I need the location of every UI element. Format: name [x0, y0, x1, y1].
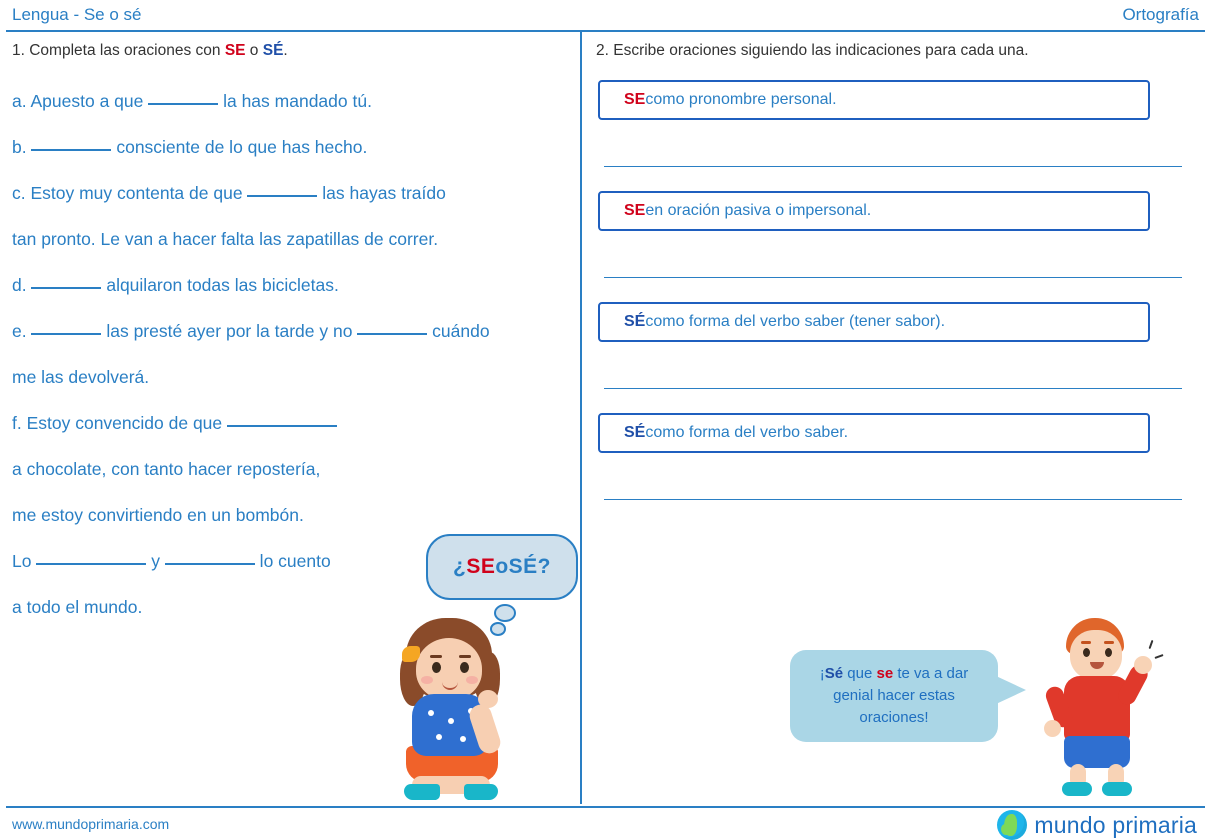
prompt-box-4: [598, 413, 1150, 453]
prompt-group-1: [594, 80, 1194, 167]
prompt-box-2: [598, 191, 1150, 231]
girl-eyebrow-left: [430, 655, 442, 658]
answer-blank[interactable]: [357, 333, 427, 335]
bubble2-p2: que: [843, 665, 877, 682]
bubble-o: o: [495, 555, 509, 578]
girl-eye-left: [432, 662, 441, 673]
sentence-b: [12, 124, 572, 170]
answer-blank[interactable]: [148, 103, 218, 105]
boy-eyebrow-left: [1081, 641, 1091, 644]
sentence-d-text-2: alquilaron todas las bicicletas.: [101, 275, 339, 295]
bubble2-p3: te va a dar genial hacer estas oraciones!: [833, 665, 969, 726]
sentence-a-text-1: a. Apuesto a que: [12, 91, 149, 111]
boy-face: [1070, 630, 1122, 680]
boy-hand-side: [1044, 720, 1061, 737]
exercise-1-instruction-end: .: [283, 42, 288, 59]
sentence-e-text-3: cuándo: [427, 321, 490, 341]
thought-bubble-left: [426, 534, 578, 600]
bubble2-p1: ¡: [819, 665, 825, 682]
answer-line-3[interactable]: [604, 388, 1182, 389]
girl-shirt-dot: [436, 734, 442, 740]
boy-eyebrow-right: [1104, 641, 1114, 644]
boy-shoe-right: [1102, 782, 1132, 796]
boy-motion-line: [1154, 654, 1163, 659]
bubble-sa: SÉ: [508, 555, 538, 578]
sentence-e-cont: me las devolverá.: [12, 367, 150, 387]
sentence-b-text-2: consciente de lo que has hecho.: [111, 137, 368, 157]
exercise-2-column: [594, 42, 1194, 524]
prompt-2-text: en oración pasiva o impersonal.: [645, 202, 872, 219]
prompt-3-keyword: SÉ: [624, 313, 646, 330]
sentence-f: [12, 400, 572, 446]
bubble2-se: se: [876, 665, 894, 682]
speech-bubble-right: [790, 650, 998, 742]
exercise-1-instruction-se: SE: [224, 42, 246, 59]
answer-line-2[interactable]: [604, 277, 1182, 278]
answer-line-4[interactable]: [604, 499, 1182, 500]
girl-face: [416, 638, 482, 700]
prompt-4-text: como forma del verbo saber.: [645, 424, 849, 441]
answer-blank[interactable]: [165, 563, 255, 565]
girl-eye-right: [460, 662, 469, 673]
girl-illustration: [378, 612, 568, 802]
girl-shirt-dot: [448, 718, 454, 724]
bubble-close-question: ?: [537, 555, 551, 578]
prompt-1-text: como pronombre personal.: [645, 91, 837, 108]
sentence-c-text-2: las hayas traído: [317, 183, 446, 203]
sentence-f-text-1: f. Estoy convencido de que: [12, 413, 227, 433]
sentence-a-text-2: la has mandado tú.: [218, 91, 372, 111]
boy-eye-right: [1105, 648, 1112, 657]
boy-shoe-left: [1062, 782, 1092, 796]
boy-shirt: [1064, 676, 1130, 742]
footer-url[interactable]: www.mundoprimaria.com: [12, 816, 170, 832]
girl-shirt-dot: [460, 736, 466, 742]
sentence-c-text-1: c. Estoy muy contenta de que: [12, 183, 248, 203]
girl-shoe-right: [464, 784, 498, 800]
boy-illustration: [1028, 614, 1178, 800]
exercise-1-instruction-pre: 1. Completa las oraciones con: [12, 42, 225, 59]
sentence-f-text-3: y: [146, 551, 165, 571]
globe-icon: [997, 810, 1027, 840]
prompt-4-keyword: SÉ: [624, 424, 646, 441]
sentence-f-cont-2: me estoy convirtiendo en un bombón.: [12, 505, 304, 525]
sentence-b-text-1: b.: [12, 137, 32, 157]
header-title: Lengua - Se o sé: [12, 5, 142, 24]
exercise-1-instruction-sa: SÉ: [262, 42, 284, 59]
page-header: [0, 0, 1211, 30]
prompt-2-keyword: SE: [624, 202, 646, 219]
sentence-f-text-4: lo cuento: [254, 551, 331, 571]
girl-shoe-left: [404, 784, 440, 800]
boy-eye-left: [1083, 648, 1090, 657]
girl-cheek-right: [466, 676, 478, 684]
bubble-se: SE: [466, 555, 496, 578]
column-divider: [580, 32, 582, 804]
prompt-group-3: [594, 302, 1194, 389]
brand-logo: [997, 810, 1197, 840]
sentence-d: [12, 262, 572, 308]
sentence-f-cont-1: a chocolate, con tanto hacer repostería,: [12, 459, 321, 479]
boy-hand-raised: [1134, 656, 1152, 674]
sentence-f-cont-4: a todo el mundo.: [12, 597, 143, 617]
exercise-2-instruction: 2. Escribe oraciones siguiendo las indicaciones para cada una.: [596, 42, 1029, 59]
bubble2-sa: Sé: [824, 665, 844, 682]
sentence-c-cont: tan pronto. Le van a hacer falta las zapatillas de correr.: [12, 229, 439, 249]
header-divider: [6, 30, 1205, 32]
sentence-f-text-2: Lo: [12, 551, 37, 571]
answer-blank[interactable]: [36, 563, 146, 565]
answer-line-1[interactable]: [604, 166, 1182, 167]
exercise-1-instruction-mid: o: [245, 42, 263, 59]
exercise-1-instruction: [12, 42, 572, 60]
prompt-group-4: [594, 413, 1194, 500]
boy-motion-line: [1149, 640, 1154, 649]
sentence-e: [12, 308, 572, 354]
sentence-d-text-1: d.: [12, 275, 32, 295]
footer-divider: [6, 806, 1205, 808]
answer-blank[interactable]: [31, 333, 101, 335]
answer-blank[interactable]: [227, 425, 337, 427]
header-subject-area: Ortografía: [1122, 5, 1199, 24]
prompt-3-text: como forma del verbo saber (tener sabor).: [645, 313, 946, 330]
sentence-c: [12, 170, 572, 216]
answer-blank[interactable]: [247, 195, 317, 197]
prompt-box-3: [598, 302, 1150, 342]
girl-hair-bow: [402, 646, 420, 662]
girl-hand: [478, 690, 498, 708]
answer-blank[interactable]: [31, 287, 101, 289]
prompt-box-1: [598, 80, 1150, 120]
girl-cheek-left: [421, 676, 433, 684]
bubble-open-question: ¿: [452, 555, 467, 578]
answer-blank[interactable]: [31, 149, 111, 151]
sentence-a: [12, 78, 572, 124]
brand-name: mundo primaria: [1034, 811, 1197, 838]
speech-bubble-tail: [996, 676, 1026, 704]
girl-shirt-dot: [428, 710, 434, 716]
prompt-1-keyword: SE: [624, 91, 646, 108]
girl-eyebrow-right: [459, 655, 471, 658]
boy-shorts: [1064, 736, 1130, 768]
sentence-e-text-2: las presté ayer por la tarde y no: [101, 321, 358, 341]
prompt-group-2: [594, 191, 1194, 278]
sentence-e-text-1: e.: [12, 321, 32, 341]
